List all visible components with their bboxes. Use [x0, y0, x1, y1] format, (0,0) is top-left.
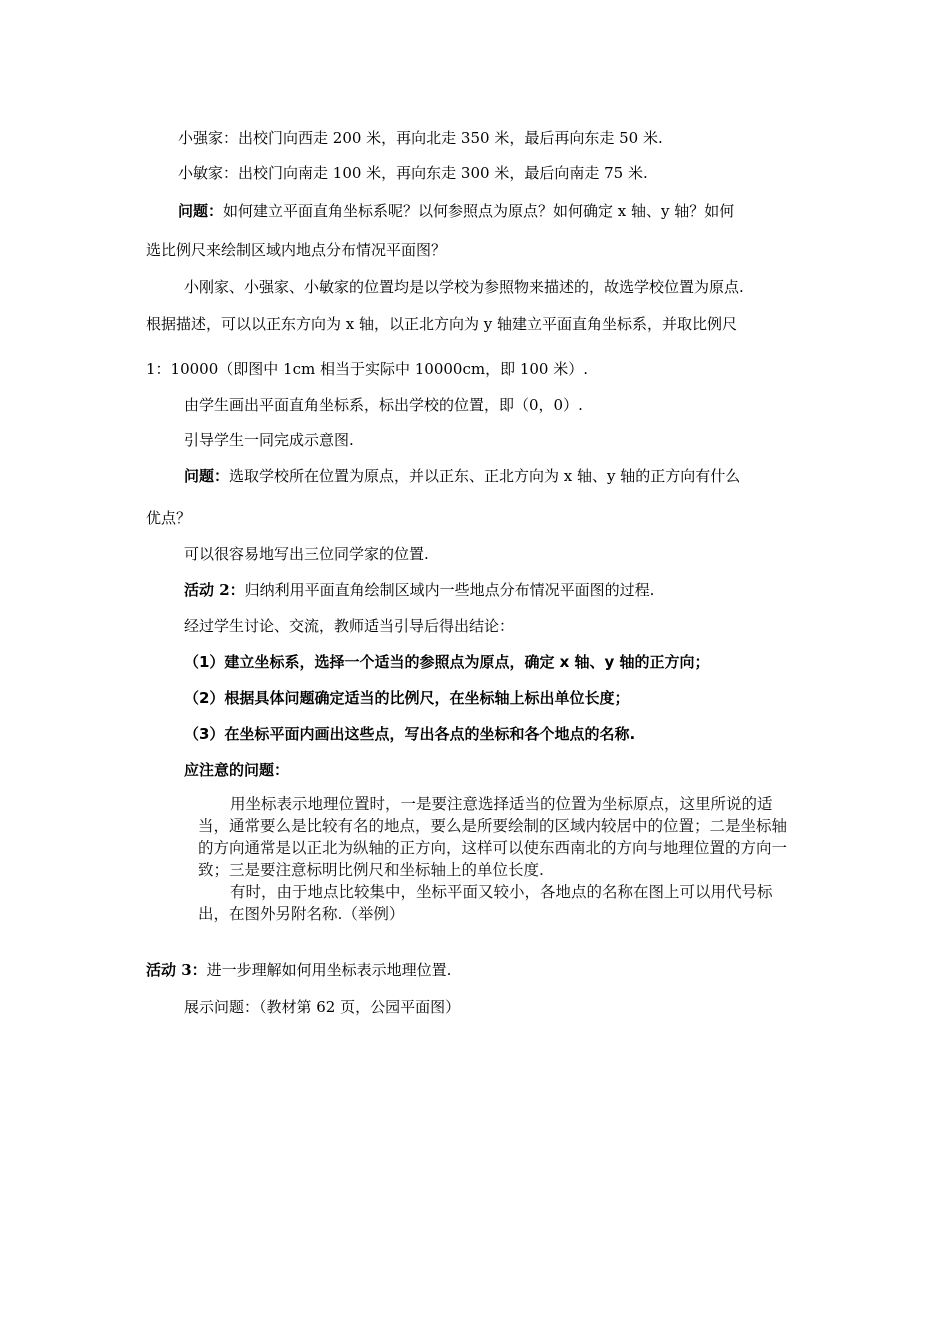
- question-1: [178, 201, 734, 221]
- attention-note-paragraph-1: 用坐标表示地理位置时，一是要注意选择适当的位置为坐标原点，这里所说的适当，通常要么是比较有名的地点，要么是所要绘制的区域内较居中的位置；二是坐标轴的方向通常是以正北为纵轴的正方向，这样可以使东西南北的方向与地理位置的方向一致；三是要注意标明比例尺和坐标轴上的单位长度.: [198, 795, 788, 879]
- paragraph-draw-coordinates: 由学生画出平面直角坐标系，标出学校的位置，即（0，0）.: [184, 396, 583, 414]
- answer-2: 可以很容易地写出三位同学家的位置.: [184, 545, 429, 563]
- paragraph-scale: 1：10000（即图中 1cm 相当于实际中 10000cm，即 100 米）.: [146, 360, 589, 378]
- paragraph-discussion: 经过学生讨论、交流，教师适当引导后得出结论：: [184, 617, 515, 635]
- attention-note-box: [198, 793, 798, 925]
- conclusion-step-1: （1）建立坐标系，选择一个适当的参照点为原点，确定 x 轴、y 轴的正方向；: [184, 653, 710, 671]
- paragraph-xiaomin-home: 小敏家：出校门向南走 100 米，再向东走 300 米，最后向南走 75 米.: [178, 164, 648, 182]
- question-label: 问题：: [184, 467, 230, 485]
- activity-text: 归纳利用平面直角绘制区域内一些地点分布情况平面图的过程.: [244, 581, 655, 599]
- activity-label: 活动 2：: [184, 581, 245, 599]
- question-label: 问题：: [178, 202, 224, 220]
- activity-text: 进一步理解如何用坐标表示地理位置.: [206, 961, 452, 979]
- question-text: 如何建立平面直角坐标系呢？以何参照点为原点？如何确定 x 轴、y 轴？如何: [223, 202, 735, 220]
- paragraph-show-problem: 展示问题：（教材第 62 页，公园平面图）: [184, 998, 461, 1016]
- conclusion-step-3: （3）在坐标平面内画出这些点，写出各点的坐标和各个地点的名称.: [184, 725, 636, 743]
- attention-heading: 应注意的问题：: [184, 761, 290, 779]
- question-1-continued: 选比例尺来绘制区域内地点分布情况平面图？: [146, 241, 447, 259]
- question-2-continued: 优点？: [146, 509, 192, 527]
- question-text: 选取学校所在位置为原点，并以正东、正北方向为 x 轴、y 轴的正方向有什么: [229, 467, 741, 485]
- conclusion-step-2: （2）根据具体问题确定适当的比例尺，在坐标轴上标出单位长度；: [184, 689, 630, 707]
- question-2: [184, 466, 740, 486]
- paragraph-xiaoqiang-home: 小强家：出校门向西走 200 米，再向北走 350 米，最后再向东走 50 米.: [178, 129, 663, 147]
- activity-2: [184, 580, 654, 600]
- paragraph-complete-diagram: 引导学生一同完成示意图.: [184, 431, 354, 449]
- activity-3: [146, 960, 451, 980]
- activity-label: 活动 3：: [146, 961, 207, 979]
- attention-note-paragraph-2: 有时，由于地点比较集中，坐标平面又较小，各地点的名称在图上可以用代号标出，在图外另附名称.（举例）: [198, 883, 773, 923]
- paragraph-origin-choice: 小刚家、小强家、小敏家的位置均是以学校为参照物来描述的，故选学校位置为原点.: [184, 278, 744, 296]
- paragraph-axes-description: 根据描述，可以以正东方向为 x 轴，以正北方向为 y 轴建立平面直角坐标系，并取比例尺: [146, 315, 738, 333]
